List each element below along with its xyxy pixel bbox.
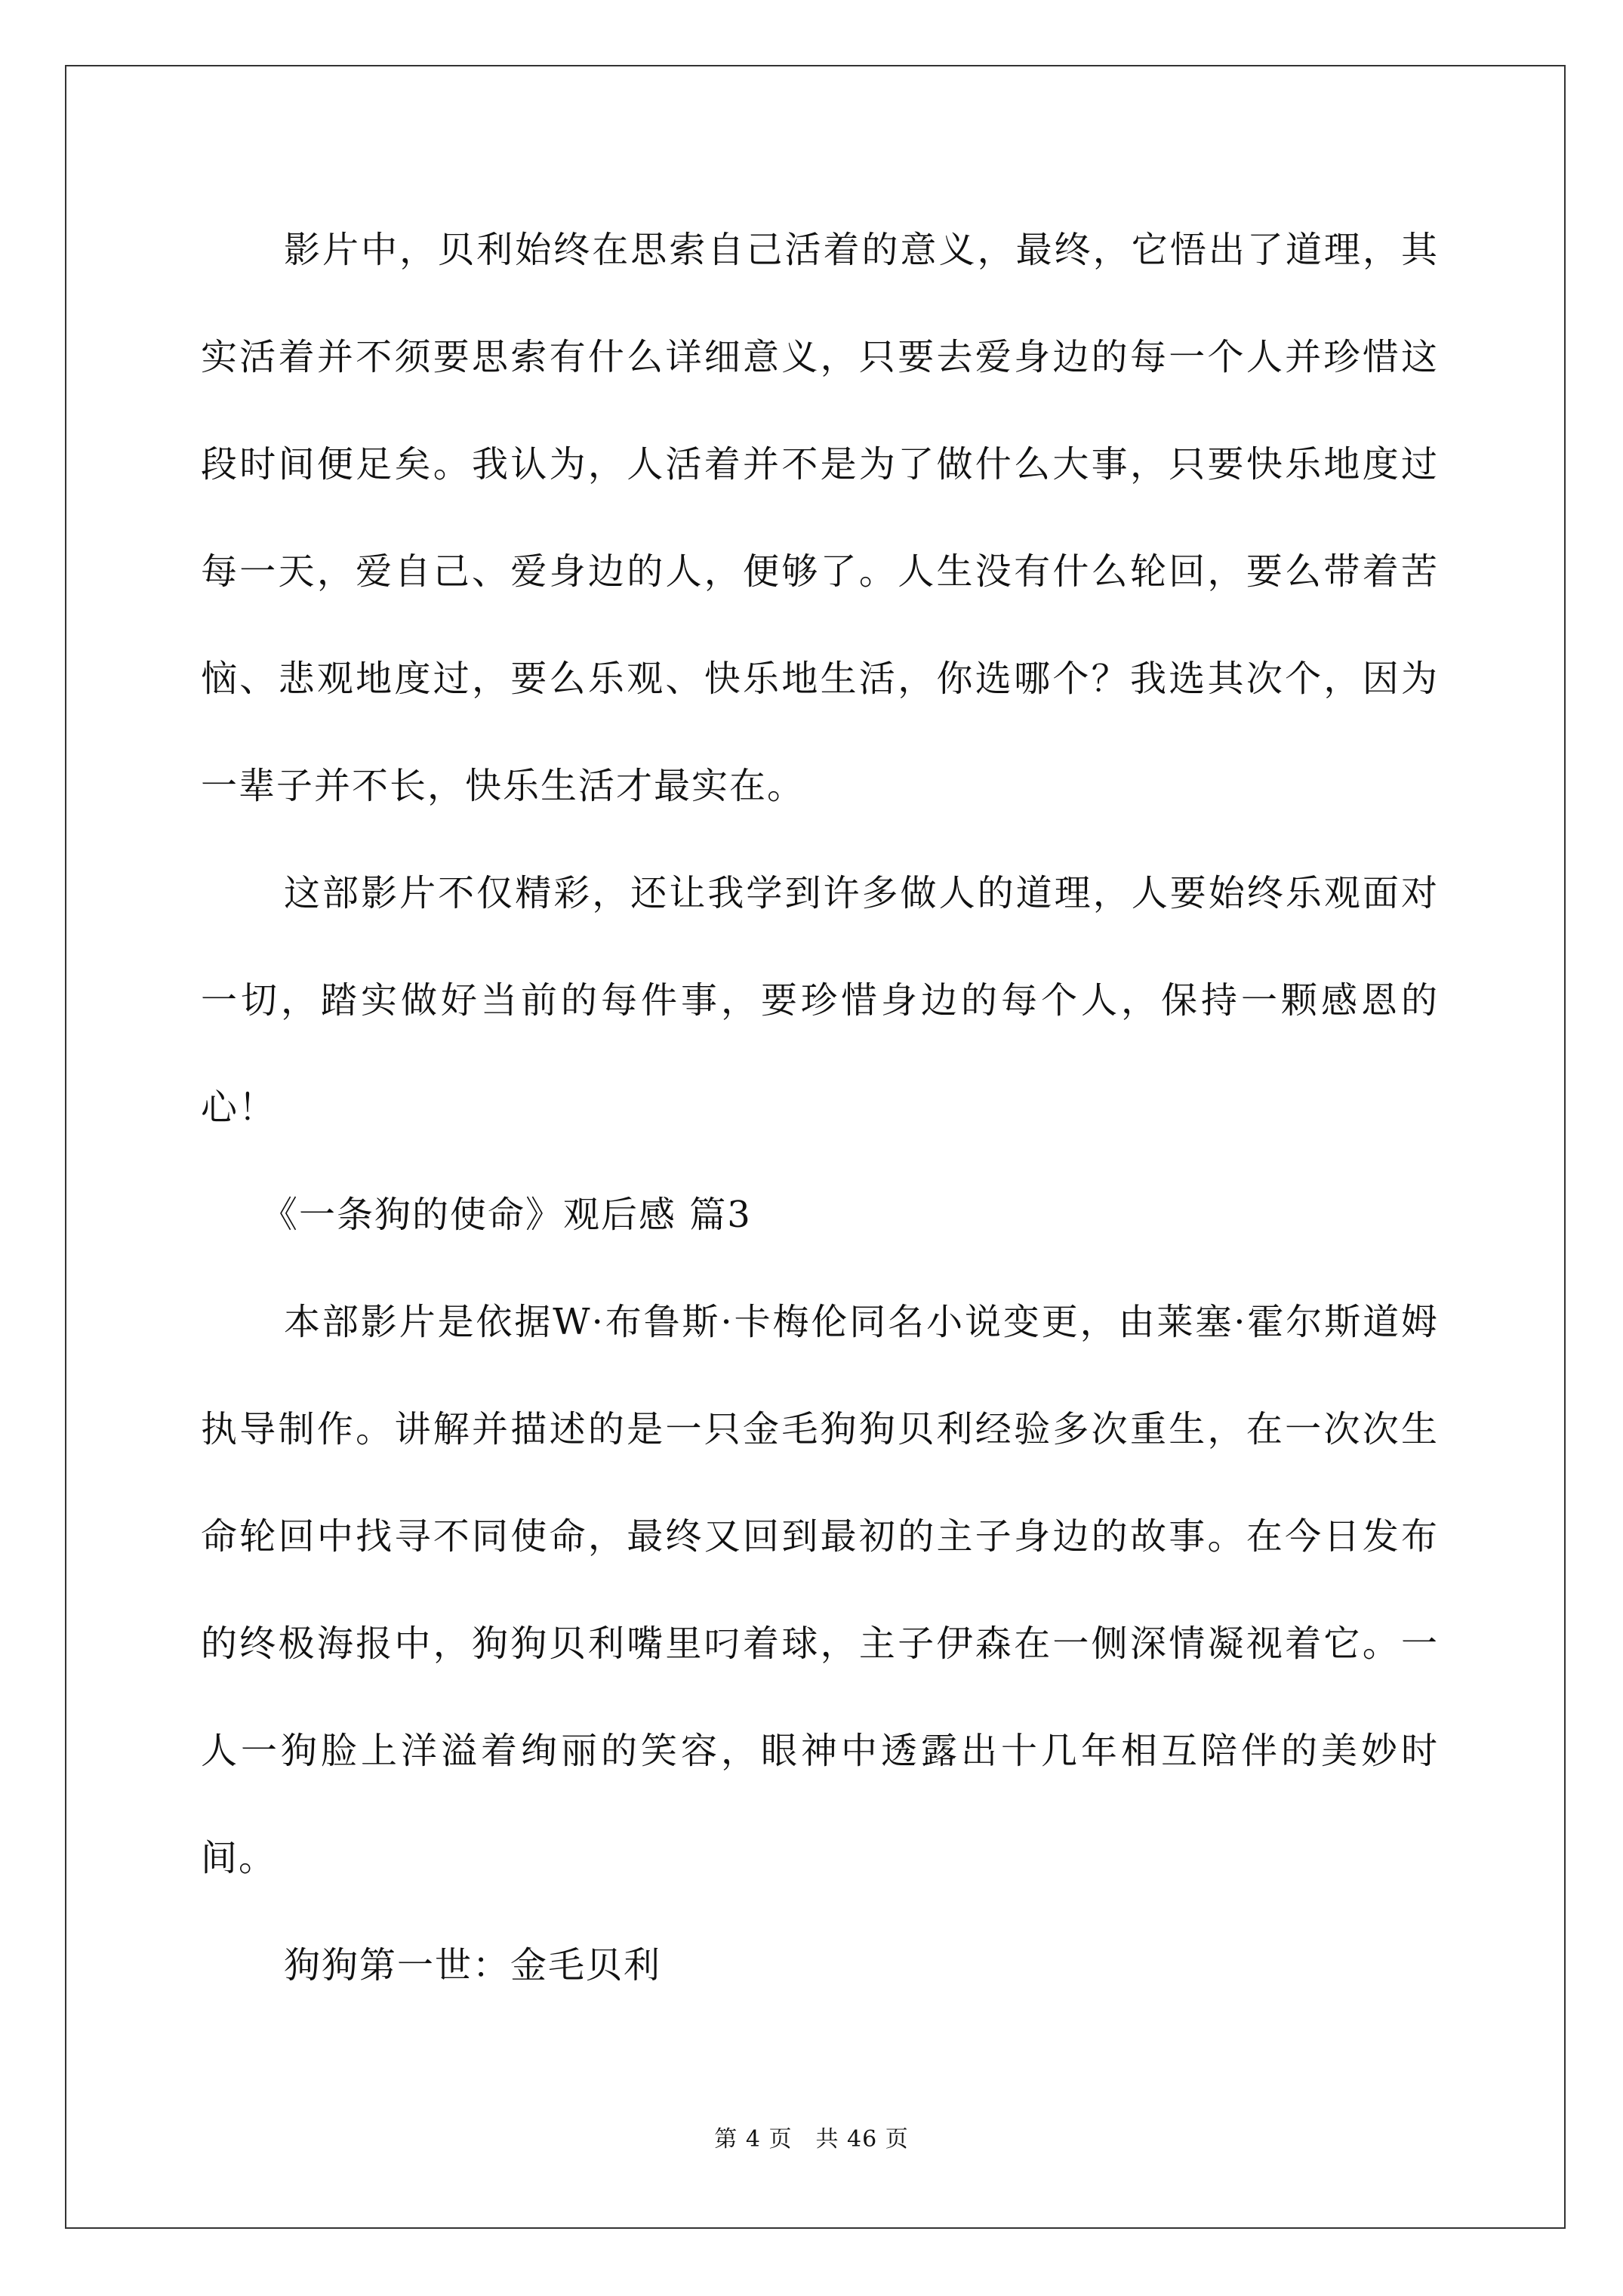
paragraph-2: 这部影片不仅精彩，还让我学到许多做人的道理，人要始终乐观面对一切，踏实做好当前的每件事，要珍惜身边的每个人，保持一颗感恩的心！ — [201, 872, 1439, 1129]
paragraph-1: 影片中，贝利始终在思索自己活着的意义，最终，它悟出了道理，其实活着并不须要思索有什么详细意义，只要去爱身边的每一个人并珍惜这段时间便足矣。我认为，人活着并不是为了做什么大事，只要快乐地度过每一天，爱自己、爱身边的人，便够了。人生没有什么轮回，要么带着苦恼、悲观地度过，要么乐观、快乐地生活，你选哪个？我选其次个，因为一辈子并不长，快乐生活才最实在。 — [201, 229, 1439, 807]
paragraph-3: 本部影片是依据W·布鲁斯·卡梅伦同名小说变更，由莱塞·霍尔斯道姆执导制作。讲解并描述的是一只金毛狗狗贝利经验多次重生，在一次次生命轮回中找寻不同使命，最终又回到最初的主子身边的故事。在今日发布的终极海报中，狗狗贝利嘴里叼着球，主子伊森在一侧深情凝视着它。一人一狗脸上洋溢着绚丽的笑容，眼神中透露出十几年相互陪伴的美妙时间。 — [201, 1301, 1439, 1879]
paragraph-4: 狗狗第一世：金毛贝利 — [284, 1944, 662, 1986]
page-number-footer: 第 4 页 共 46 页 — [714, 2126, 909, 2153]
section-heading: 《一条狗的使命》观后感 篇3 — [261, 1194, 752, 1236]
document-body — [201, 196, 1439, 2019]
